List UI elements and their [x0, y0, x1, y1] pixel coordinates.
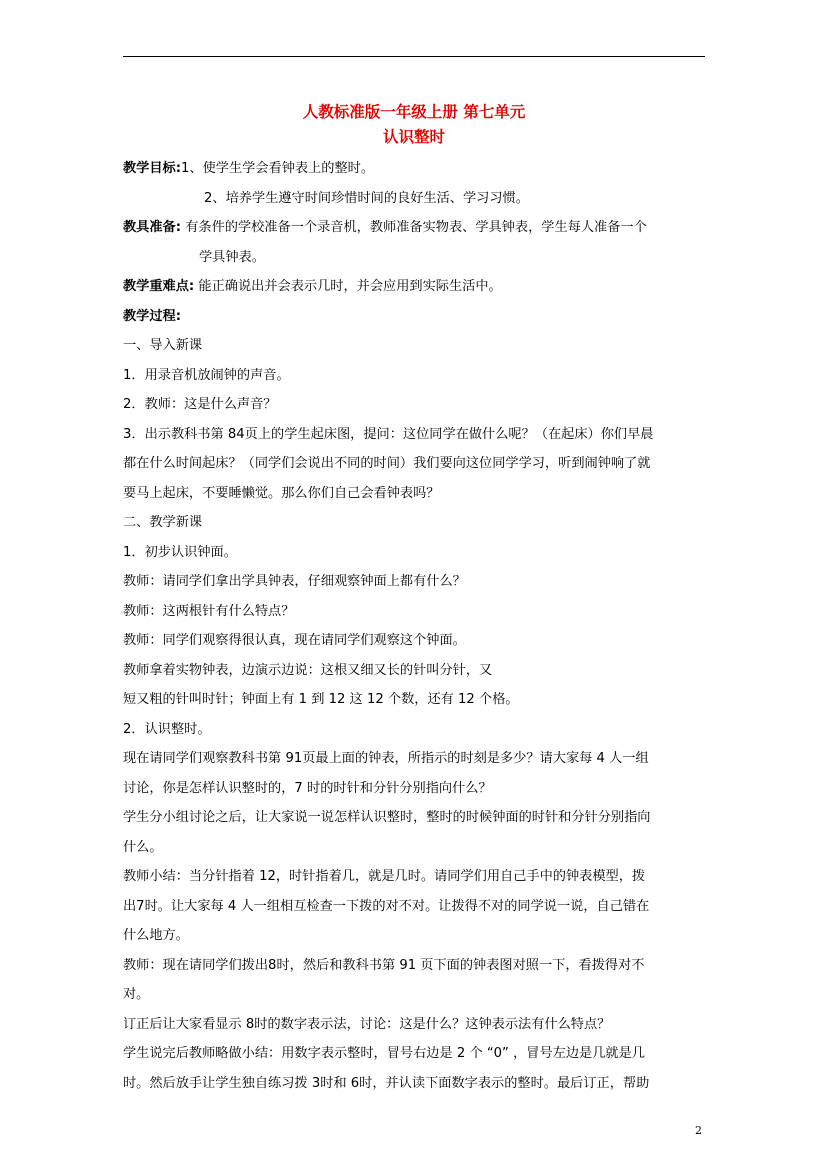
paragraph: 1．用录音机放闹钟的声音。	[123, 367, 290, 383]
paragraph: 出7时。让大家每 4 人一组相互检查一下拨的对不对。让拨得不对的同学说一说，自己错在	[123, 898, 650, 914]
process-label: 教学过程:	[123, 308, 182, 324]
paragraph: 2．教师：这是什么声音？	[123, 397, 277, 412]
paragraph: 教师拿着实物钟表，边演示边说：这根又细又长的针叫分针，又	[123, 662, 493, 678]
paragraph: 教师：同学们观察得很认真，现在请同学们观察这个钟面。	[123, 633, 466, 648]
key-text: 能正确说出并会表示几时，并会应用到实际生活中。	[194, 279, 502, 294]
document-body	[123, 100, 705, 1098]
document-subtitle: 认识整时	[382, 128, 445, 146]
section-1-heading: 一、导入新课	[123, 338, 203, 353]
paragraph: 学生分小组讨论之后，让大家说一说怎样认识整时，整时的时候钟面的时针和分针分别指向	[123, 810, 651, 825]
paragraph: 对。	[123, 987, 150, 1002]
paragraph: 订正后让大家看显示 8时的数字表示法，讨论：这是什么？这钟表示法有什么特点？	[123, 1016, 611, 1032]
paragraph: 时。然后放手让学生独自练习拨 3时和 6时，并认读下面数字表示的整时。最后订正，帮助	[123, 1075, 650, 1091]
tools-line-1	[123, 213, 705, 243]
paragraph: 3．出示教科书第 84页上的学生起床图，提问：这位同学在做什么呢？（在起床）你们早晨	[123, 426, 654, 442]
section-2-heading: 二、教学新课	[123, 515, 203, 530]
paragraph: 都在什么时间起床？（同学们会说出不同的时间）我们要向这位同学学习，听到闹钟响了就	[123, 456, 651, 471]
goals-label: 教学目标:	[123, 161, 182, 176]
goals-item-1: 1、使学生学会看钟表上的整时。	[181, 161, 375, 176]
page-number: 2	[695, 1124, 702, 1137]
paragraph: 要马上起床，不要睡懒觉。那么你们自己会看钟表吗？	[123, 485, 440, 501]
tools-label: 教具准备:	[123, 220, 182, 235]
paragraph: 什么地方。	[123, 928, 189, 943]
tools-text-1: 有条件的学校准备一个录音机，教师准备实物表、学具钟表，学生每人准备一个	[181, 220, 647, 235]
paragraph: 1．初步认识钟面。	[123, 544, 237, 560]
paragraph: 教师：这两根针有什么特点？	[123, 603, 295, 619]
key-label: 教学重难点:	[123, 279, 195, 294]
paragraph: 短又粗的针叫时针；钟面上有 1 到 12 这 12 个数，还有 12 个格。	[123, 692, 519, 707]
paragraph: 2．认识整时。	[123, 721, 211, 737]
paragraph: 讨论，你是怎样认识整时的，7 时的时针和分针分别指向什么？	[123, 780, 492, 796]
paragraph: 学生说完后教师略做小结：用数字表示整时，冒号右边是 2 个 “0” ，冒号左边是几就是几	[123, 1046, 645, 1061]
document-title: 人教标准版一年级上册 第七单元	[302, 103, 526, 121]
key-line	[123, 272, 705, 302]
paragraph: 教师：现在请同学们拨出8时，然后和教科书第 91 页下面的钟表图对照一下，看拨得对不	[123, 957, 645, 973]
goals-line-1	[123, 154, 705, 184]
header-rule	[123, 56, 705, 57]
paragraph: 什么。	[123, 839, 163, 855]
paragraph: 现在请同学们观察教科书第 91页最上面的钟表，所指示的时刻是多少？请大家每 4 人一组	[123, 751, 649, 766]
tools-text-2: 学具钟表。	[199, 249, 265, 265]
goals-item-2: 2、培养学生遵守时间珍惜时间的良好生活、学习习惯。	[204, 190, 529, 206]
paragraph: 教师：请同学们拿出学具钟表，仔细观察钟面上都有什么？	[123, 574, 466, 589]
paragraph: 教师小结：当分针指着 12，时针指着几，就是几时。请同学们用自己手中的钟表模型，拨	[123, 869, 646, 884]
